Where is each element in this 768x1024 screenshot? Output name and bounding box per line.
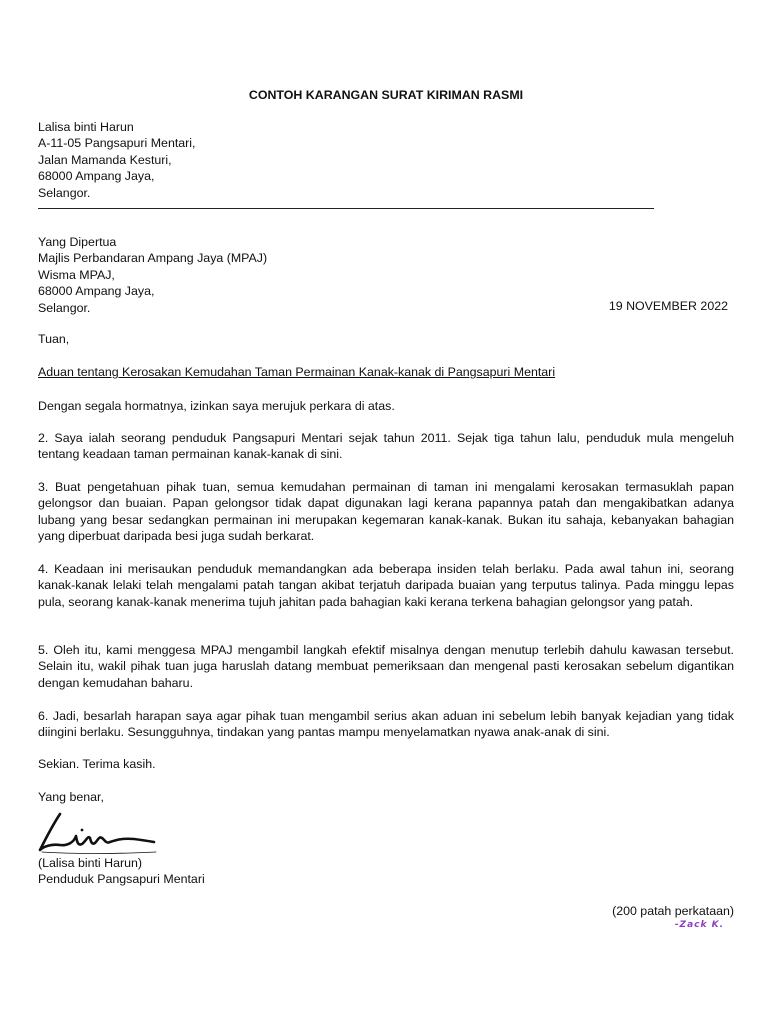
- paragraph-2: 2. Saya ialah seorang penduduk Pangsapuri Mentari sejak tahun 2011. Sejak tiga tahun lalu, penduduk mula mengeluh tentang keadaan taman permainan kanak-kanak di sini.: [38, 431, 734, 462]
- recipient-address-line: 68000 Ampang Jaya,: [38, 284, 155, 299]
- sender-name: Lalisa binti Harun: [38, 120, 134, 134]
- sender-address: [38, 119, 734, 201]
- paragraph-3: 3. Buat pengetahuan pihak tuan, semua kemudahan permainan di taman ini mengalami kerosakan termasuklah papan gelongsor dan buaian. Papan gelongsor tidak dapat digunakan lagi kerana papannya patah dan mengakibatkan adanya lubang yang besar sedangkan permainan ini merupakan kegemaran kanak-kanak. Bukan itu sahaja, kebanyakan bahagian yang diperbuat daripada besi juga sudah berkarat.: [38, 480, 734, 544]
- address-divider: [38, 208, 654, 209]
- paragraph-5: 5. Oleh itu, kami menggesa MPAJ mengambil langkah efektif misalnya dengan menutup terlebih dahulu kawasan tersebut. Selain itu, wakil pihak tuan juga haruslah datang membuat pemeriksaan dan mengenal pasti kerosakan sebelum digantikan dengan kemudahan baharu.: [38, 643, 734, 690]
- letter-subject: Aduan tentang Kerosakan Kemudahan Taman Permainan Kanak-kanak di Pangsapuri Mentari: [38, 365, 556, 379]
- signer-role: Penduduk Pangsapuri Mentari: [38, 872, 205, 887]
- sender-address-line: Jalan Mamanda Kesturi,: [38, 152, 172, 167]
- author-mark: -Zack K.: [674, 920, 724, 930]
- sender-address-line: A-11-05 Pangsapuri Mentari,: [38, 136, 196, 151]
- word-count: (200 patah perkataan): [612, 904, 734, 918]
- signer-block: [38, 855, 205, 888]
- paragraph-6: 6. Jadi, besarlah harapan saya agar pihak tuan mengambil serius akan aduan ini sebelum lebih banyak kejadian yang tidak diingini berlaku. Sesungguhnya, tindakan yang pantas mampu menyelamatkan nyawa anak-anak di sini.: [38, 709, 734, 740]
- letter-date: 19 NOVEMBER 2022: [608, 299, 728, 313]
- closing-remark: Sekian. Terima kasih.: [38, 757, 156, 771]
- recipient-title: Yang Dipertua: [38, 235, 117, 249]
- paragraph-1: Dengan segala hormatnya, izinkan saya merujuk perkara di atas.: [38, 399, 395, 413]
- recipient-address-line: Wisma MPAJ,: [38, 267, 115, 282]
- recipient-address-line: Selangor.: [38, 300, 91, 315]
- signer-name: (Lalisa binti Harun): [38, 856, 142, 870]
- sender-address-line: Selangor.: [38, 185, 91, 200]
- document-title: CONTOH KARANGAN SURAT KIRIMAN RASMI: [248, 88, 524, 102]
- handwritten-signature: [38, 808, 158, 856]
- recipient-address-line: Majlis Perbandaran Ampang Jaya (MPAJ): [38, 251, 268, 266]
- paragraph-4: 4. Keadaan ini merisaukan penduduk memandangkan ada beberapa insiden telah berlaku. Pada awal tahun ini, seorang kanak-kanak lelaki telah mengalami patah tangan akibat terjatuh daripada buaian yang terputus talinya. Pada minggu lepas pula, seorang kanak-kanak menerima tujuh jahitan pada bahagian kaki kerana terkena bahagian gelongsor yang patah.: [38, 562, 734, 609]
- letter-page: [38, 0, 734, 1024]
- salutation: Tuan,: [38, 332, 70, 346]
- sender-address-line: 68000 Ampang Jaya,: [38, 169, 155, 184]
- valediction: Yang benar,: [38, 790, 104, 804]
